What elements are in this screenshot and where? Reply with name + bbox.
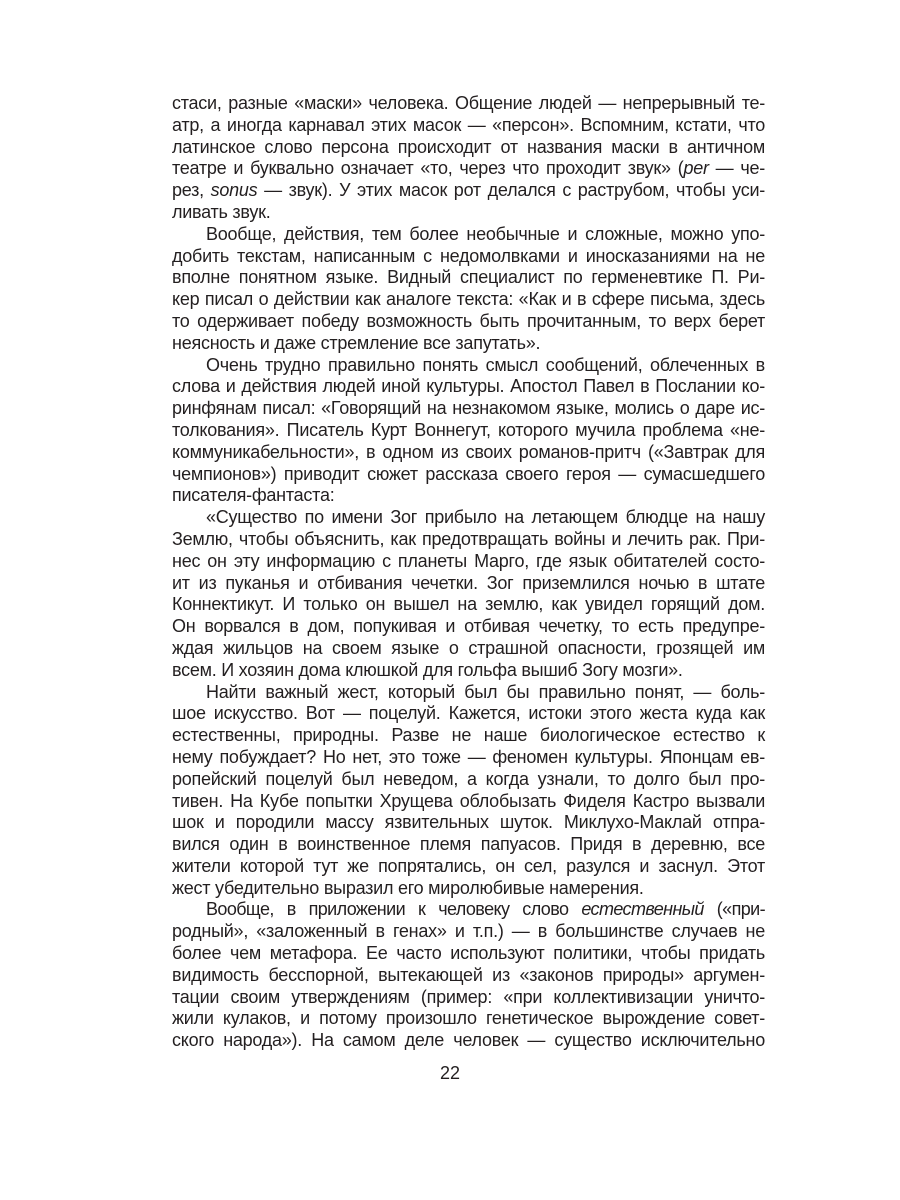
text-line: жили кулаков, и потому произошло генетическое вырождение совет- <box>172 1008 765 1029</box>
italic-term: per <box>683 158 709 179</box>
text-line: шое искусство. Вот — поцелуй. Кажется, истоки этого жеста куда как <box>172 703 765 724</box>
text-line: писателя-фантаста: <box>172 485 335 506</box>
text-line: Землю, чтобы объяснить, как предотвращать войны и лечить рак. При- <box>172 528 765 549</box>
text-line: ропейский поцелуй был неведом, а когда узнали, то долго был про- <box>172 768 765 789</box>
text-line: видимость бесспорной, вытекающей из «законов природы» аргумен- <box>172 964 765 985</box>
text-line: коммуникабельности», в одном из своих романов-притч («Завтрак для <box>172 441 765 462</box>
text-line: тации своим утверждениям (пример: «при коллективизации уничто- <box>172 986 765 1007</box>
text-line: неясность и даже стремление все запутать». <box>172 332 541 353</box>
text-line: шок и породили массу язвительных шуток. Миклухо-Маклай отпра- <box>172 812 765 833</box>
text-line: всем. И хозяин дома клюшкой для гольфа вышиб Зогу мозги». <box>172 659 683 680</box>
text-line: театре и буквально означает «то, через что проходит звук» (per — че- <box>172 158 765 179</box>
text-line: тивен. На Кубе попытки Хрущева облобызать Фиделя Кастро вызвали <box>172 790 765 811</box>
text-line: стаси, разные «маски» человека. Общение людей — непрерывный те- <box>172 93 765 113</box>
paragraph-quote <box>172 507 765 681</box>
text-line: Вообще, действия, тем более необычные и сложные, можно упо- <box>206 223 765 244</box>
paragraph-5 <box>172 682 765 900</box>
text-line: толкования». Писатель Курт Воннегут, которого мучила проблема «не- <box>172 419 765 440</box>
text-line: атр, а иногда карнавал этих масок — «персон». Вспомним, кстати, что <box>172 114 765 135</box>
text-line: Вообще, в приложении к человеку слово естественный («при- <box>206 899 765 920</box>
text-line: «Существо по имени Зог прибыло на летающем блюдце на нашу <box>206 507 765 528</box>
text-line: более чем метафора. Ее часто используют политики, чтобы придать <box>172 943 765 964</box>
text-line: жители которой тут же попрятались, он сел, разулся и заснул. Этот <box>172 855 765 876</box>
italic-term: sonus <box>210 180 258 201</box>
text-line: ринфянам писал: «Говорящий на незнакомом языке, молись о даре ис- <box>172 398 765 419</box>
paragraph-6 <box>172 899 765 1052</box>
text-line: ливать звук. <box>172 201 271 222</box>
body-text <box>172 93 765 1052</box>
text-line: Коннектикут. И только он вышел на землю, как увидел горящий дом. <box>172 594 765 615</box>
paragraph-1 <box>172 93 765 224</box>
text-line: кер писал о действии как аналоге текста: «Как и в сфере письма, здесь <box>172 289 765 310</box>
text-line: естественны, природны. Разве не наше биологическое естество к <box>172 725 765 746</box>
text-line: нес он эту информацию с планеты Марго, где язык обитателей состо- <box>172 550 765 571</box>
text-line: слова и действия людей иной культуры. Апостол Павел в Послании ко- <box>172 376 765 397</box>
italic-term: естественный <box>581 899 704 920</box>
text-line: жест убедительно выразил его миролюбивые намерения. <box>172 877 644 898</box>
text-line: латинское слово персона происходит от названия маски в античном <box>172 136 765 157</box>
text-line: Найти важный жест, который был бы правильно понят, — боль- <box>206 681 765 702</box>
text-line: нему побуждает? Но нет, это тоже — феномен культуры. Японцам ев- <box>172 746 765 767</box>
text-line: ит из пуканья и отбивания чечетки. Зог приземлился ночью в штате <box>172 572 765 593</box>
text-line: Он ворвался в дом, попукивая и отбивая чечетку, то есть предупре- <box>172 616 765 637</box>
text-line: родный», «заложенный в генах» и т.п.) — в большинстве случаев не <box>172 921 765 942</box>
text-line: Очень трудно правильно понять смысл сообщений, облеченных в <box>206 354 765 375</box>
text-line: вполне понятном языке. Видный специалист по герменевтике П. Ри- <box>172 267 765 288</box>
paragraph-2 <box>172 224 765 355</box>
text-line: рез, sonus — звук). У этих масок рот делался с раструбом, чтобы уси- <box>172 180 765 201</box>
text-line: чемпионов») приводит сюжет рассказа своего героя — сумасшедшего <box>172 463 765 484</box>
text-line: вился один в воинственное племя папуасов. Придя в деревню, все <box>172 834 765 855</box>
page-number: 22 <box>439 1063 461 1083</box>
text-line: ского народа»). На самом деле человек — существо исключительно <box>172 1030 765 1051</box>
paragraph-3 <box>172 355 765 508</box>
text-line: добить текстам, написанным с недомолвками и иносказаниями на не <box>172 245 765 266</box>
text-line: ждая жильцов на своем языке о страшной опасности, грозящей им <box>172 637 765 658</box>
text-line: то одерживает победу возможность быть прочитанным, то верх берет <box>172 310 765 331</box>
